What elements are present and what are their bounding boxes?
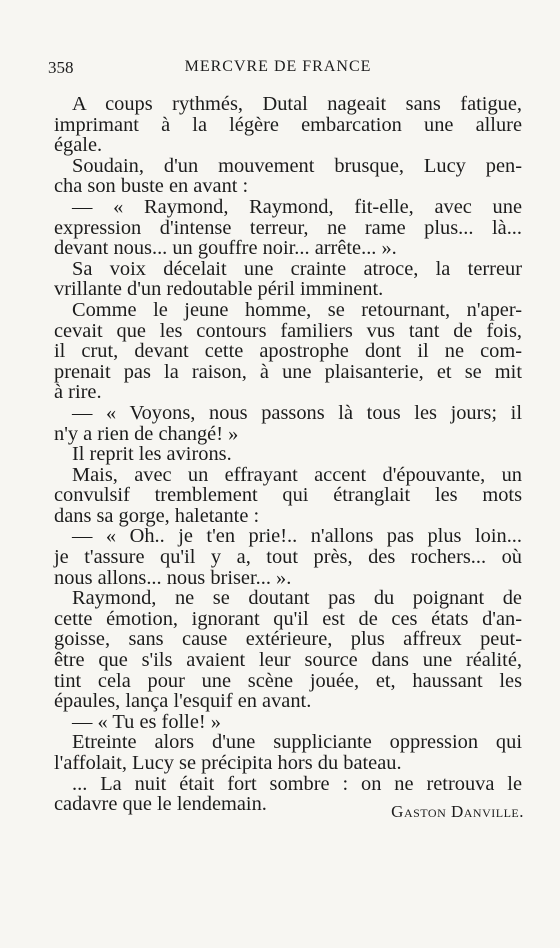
text-line: cadavre que le lendemain. (54, 793, 267, 816)
text-line: tint cela pour une scène jouée, et, haussant les (54, 669, 522, 692)
text-line: cette émotion, ignorant qu'il est de ces états d'an- (54, 607, 522, 630)
text-line: cevait que les contours familiers vus tant de fois, (54, 319, 522, 342)
text-line: Etreinte alors d'une suppliciante oppression qui (72, 731, 522, 754)
text-line: devant nous... un gouffre noir... arrête... ». (54, 237, 397, 260)
text-line: n'y a rien de changé! » (54, 422, 239, 445)
text-line: Sa voix décelait une crainte atroce, la terreur (72, 257, 522, 280)
text-line: — « Raymond, Raymond, fit-elle, avec une (72, 195, 522, 218)
text-line: — « Tu es folle! » (72, 710, 221, 733)
text-line: épaules, lança l'esquif en avant. (54, 690, 312, 713)
text-line: il crut, devant cette apostrophe dont il ne com- (54, 340, 522, 363)
text-line: — « Oh.. je t'en prie!.. n'allons pas plus loin... (72, 525, 522, 548)
text-line: Comme le jeune homme, se retournant, n'aper- (72, 298, 522, 321)
text-line: cha son buste en avant : (54, 175, 249, 198)
page-number: 358 (48, 58, 74, 77)
text-line: Il reprit les avirons. (72, 443, 232, 466)
text-line: prenait pas la raison, à une plaisanterie, et se mit (54, 360, 522, 383)
text-line: l'affolait, Lucy se précipita hors du bateau. (54, 752, 402, 774)
running-head: MERCVRE DE FRANCE (184, 58, 372, 75)
text-line: Soudain, d'un mouvement brusque, Lucy pen- (72, 154, 522, 177)
page-header (48, 58, 520, 82)
author-signature: Gaston Danville. (391, 802, 524, 821)
text-line: dans sa gorge, haletante : (54, 504, 260, 527)
text-line: nous allons... nous briser... ». (54, 566, 292, 589)
text-line: ... La nuit était fort sombre : on ne retrouva le (72, 772, 522, 795)
text-line: convulsif tremblement qui étranglait les mots (54, 484, 522, 507)
text-line: expression d'intense terreur, ne rame plus... là... (54, 216, 522, 239)
body-text (54, 94, 522, 815)
text-line: je t'assure qu'il y a, tout près, des rochers... où (54, 546, 522, 569)
text-line: A coups rythmés, Dutal nageait sans fatigue, (72, 93, 522, 115)
text-line: vrillante d'un redoutable péril imminent. (54, 278, 384, 301)
text-line: être que s'ils avaient leur source dans une réalité, (54, 649, 522, 672)
text-line: Mais, avec un effrayant accent d'épouvante, un (72, 463, 522, 486)
text-line: goisse, sans cause extérieure, plus affreux peut- (54, 628, 522, 651)
text-line: Raymond, ne se doutant pas du poignant de (72, 587, 522, 610)
text-line: à rire. (54, 381, 102, 404)
text-line: imprimant à la légère embarcation une allure (54, 113, 522, 136)
text-line: égale. (54, 134, 103, 157)
text-line: — « Voyons, nous passons là tous les jours; il (72, 401, 522, 424)
